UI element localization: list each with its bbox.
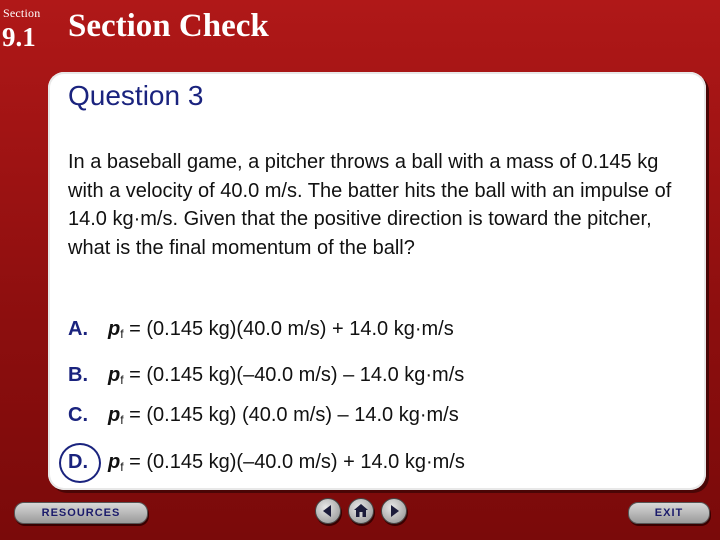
answer-option-d[interactable] xyxy=(68,451,465,474)
triangle-right-icon xyxy=(382,499,406,523)
page-title: Section Check xyxy=(68,8,269,44)
answer-letter: D. xyxy=(68,451,88,473)
selected-answer-circle xyxy=(59,443,101,483)
previous-button[interactable] xyxy=(315,498,341,524)
answer-option-b[interactable] xyxy=(68,364,464,387)
answer-variable: p xyxy=(108,404,121,426)
triangle-left-icon xyxy=(316,499,340,523)
section-number: 9.1 xyxy=(2,22,36,52)
home-button[interactable] xyxy=(348,498,374,524)
answer-expression: = (0.145 kg)(–40.0 m/s) – 14.0 kg·m/s xyxy=(123,364,465,386)
resources-button[interactable]: RESOURCES xyxy=(14,502,148,524)
content-panel xyxy=(48,72,706,490)
next-button[interactable] xyxy=(381,498,407,524)
question-title: Question 3 xyxy=(68,80,204,111)
answer-subscript: f xyxy=(120,460,124,474)
answer-subscript: f xyxy=(120,413,124,427)
answer-expression: = (0.145 kg)(–40.0 m/s) + 14.0 kg·m/s xyxy=(123,451,465,473)
answer-letter: C. xyxy=(68,404,88,426)
question-text: In a baseball game, a pitcher throws a ball with a mass of 0.145 kg with a velocity of 40.0 m/s. The batter hits the ball with an impulse of 14.0 kg·m/s. Given that the positive direction is toward the pitcher, what is the final momentum of the ball? xyxy=(68,151,672,259)
section-label: Section xyxy=(3,6,41,20)
answer-variable: p xyxy=(108,364,121,386)
exit-button[interactable]: EXIT xyxy=(628,502,710,524)
answer-letter: A. xyxy=(68,318,88,340)
answer-subscript: f xyxy=(120,327,124,341)
answer-expression: = (0.145 kg) (40.0 m/s) – 14.0 kg·m/s xyxy=(123,404,459,426)
answer-option-a[interactable] xyxy=(68,318,454,341)
answer-option-c[interactable] xyxy=(68,404,459,427)
answer-expression: = (0.145 kg)(40.0 m/s) + 14.0 kg·m/s xyxy=(123,318,454,340)
answer-variable: p xyxy=(108,318,121,340)
home-icon xyxy=(349,499,373,523)
answer-variable: p xyxy=(108,451,121,473)
answer-letter: B. xyxy=(68,364,88,386)
answer-subscript: f xyxy=(120,373,124,387)
